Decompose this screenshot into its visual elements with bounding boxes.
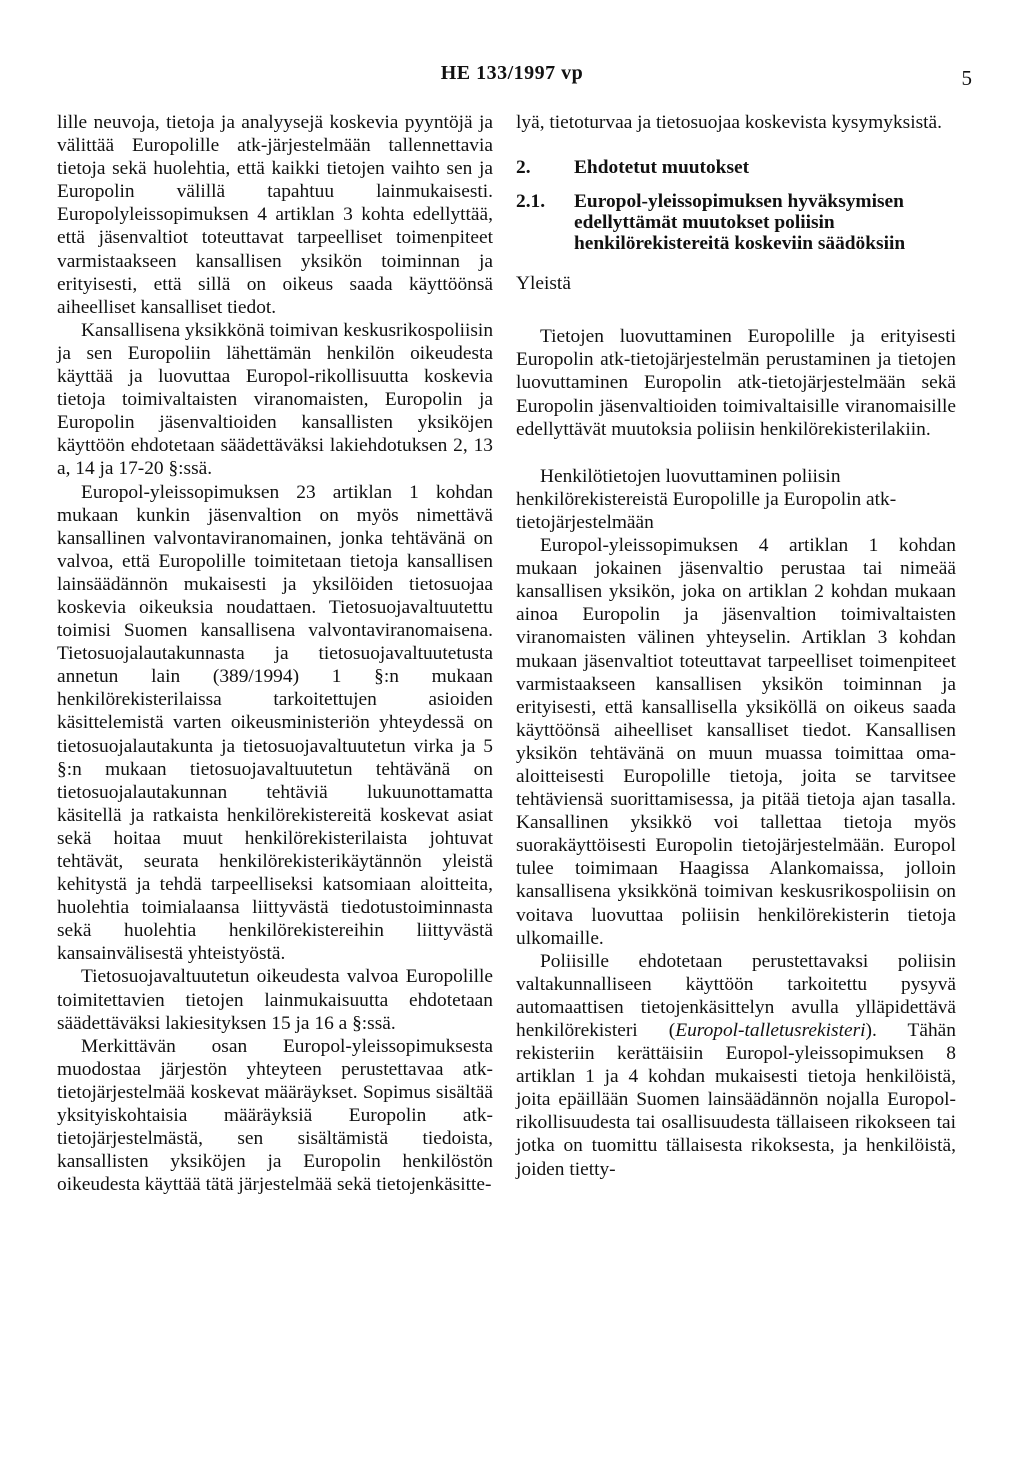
general-heading: Yleistä	[516, 273, 571, 295]
right-column	[516, 111, 956, 1181]
section-number: 2.	[516, 157, 531, 179]
body-paragraph: lille neuvoja, tietoja ja analyysejä koskevia pyyntöjä ja välittää Europolille atk-järjestelmään tallennettavia tietoja sekä huolehtia, että kaikki tietojen vaihto sen ja Europolin välillä tapahtuu lainmukaisesti. Europolyleissopimuksen 4 artiklan 3 kohta edellyttää, että jäsenvaltiot toteuttavat tarpeelliset toimenpiteet varmistaakseen kansallisen yksikön toiminnan ja erityisesti, että sillä on oikeus saada käyttöönsä aiheelliset kansalliset tiedot.	[57, 112, 493, 318]
subsection-number: 2.1.	[516, 191, 546, 213]
subsection-heading	[516, 191, 956, 254]
body-paragraph: Europol-yleissopimuksen 23 artiklan 1 kohdan mukaan kunkin jäsenvaltion on myös nimettävä kansallinen valvontaviranomainen, jonka tehtävänä on valvoa, että Europolille toimitetaan tietoja kansallisen lainsäädännön mukaisesti ja yksilöiden tietosuojaa koskevia oikeuksia noudattaen. Tietosuojavaltuutettu toimisi Suomen kansallisena valvontaviranomaisena. Tietosuojalautakunnasta ja tietosuojavaltuutetusta annetun lain (389/1994) 1 §:n mukaan henkilörekisterilaissa tarkoitettujen asioiden käsittelemistä varten oikeusministeriön yhteydessä on tietosuojalautakunta ja tietosuojavaltuutetun virka ja 5 §:n mukaan tietosuojavaltuutetun tehtävänä on tietosuojalautakunnan tehtäviä lukuunottamatta käsitellä ja ratkaista henkilörekistereitä koskevat asiat sekä hoitaa muut henkilörekisterilaista johtuvat tehtävät, seurata henkilörekisterikäytännön yleistä kehitystä ja tehdä tarpeelliseksi katsomiaan aloitteita, huolehtia toimialaansa liittyvästä tiedotustoiminnasta sekä huolehtia henkilörekistereihin liittyvästä kansainvälisestä yhteistyöstä.	[57, 481, 493, 965]
body-paragraph: Merkittävän osan Europol-yleissopimuksesta muodostaa järjestön yhteyteen perustettavaa atk-tietojärjestelmää koskevat määräykset. Sopimus sisältää yksityiskohtaisia määräyksiä Europolin atk-tietojärjestelmästä, sen sisältämistä tiedoista, kansallisten yksiköjen ja Europolin henkilöstön oikeudesta käyttää tätä järjestelmää sekä tietojenkäsitte-	[57, 1035, 493, 1196]
document-header-title: HE 133/1997 vp	[440, 62, 584, 84]
paragraph-text: Poliisille ehdotetaan perustettavaksi poliisin valtakunnalliseen käyttöön tarkoitettu pysyvä automaattisen tietojenkäsittelyn avulla ylläpidettävä henkilörekisteri (	[516, 950, 956, 1041]
body-paragraph: Tietojen luovuttaminen Europolille ja erityisesti Europolin atk-tietojärjestelmän perustaminen ja tietojen luovuttaminen Europolin atk-tietojärjestelmään sekä Europolin jäsenvaltioiden toimivaltaisille viranomaisille edellyttävät muutoksia poliisin henkilörekisterilakiin.	[516, 326, 956, 440]
paragraph-text: ). Tähän rekisteriin kerättäisiin Europol-yleissopimuksen 8 artiklan 1 ja 4 kohdan mukaisesti tietoja henkilöistä, joita epäillään Suomen lainsäädännön nojalla Europol-rikollisuudesta tai osallisuudesta tällaiseen rikokseen tai jotka on tuomittu tällaisesta rikoksesta, ja henkilöistä, joiden tietty-	[516, 1020, 956, 1180]
register-name: Europol-talletusrekisteri	[675, 1020, 866, 1041]
body-paragraph: Tietosuojavaltuutetun oikeudesta valvoa Europolille toimitettavien tietojen lainmukaisuutta ehdotetaan säädettäväksi lakiesityksen 15 ja 16 a §:ssä.	[57, 966, 493, 1034]
body-paragraph: Kansallisena yksikkönä toimivan keskusrikospoliisin ja sen Europoliin lähettämän henkilön oikeudesta käyttää ja luovuttaa Europol-rikollisuutta koskevia tietoja toimivaltaisten viranomaisten, Europolin ja Europolin jäsenvaltioiden kansallisten yksiköjen käyttöön ehdotetaan säädettäväksi lakiehdotuksen 2, 13 a, 14 ja 17-20 §:ssä.	[57, 319, 494, 480]
topic-heading: Henkilötietojen luovuttaminen poliisin henkilörekistereistä Europolille ja Europolin atk-tietojärjestelmään	[516, 465, 897, 533]
body-paragraph	[516, 950, 956, 1181]
section-heading	[516, 156, 956, 179]
left-column	[57, 111, 493, 1196]
section-title: Ehdotetut muutokset	[574, 157, 750, 179]
body-paragraph: Europol-yleissopimuksen 4 artiklan 1 kohdan mukaan jokainen jäsenvaltio perustaa tai nimeää kansallisen yksikön, joka on artiklan 2 kohdan mukaan ainoa Europolin ja jäsenvaltion toimivaltaisten viranomaisten välinen yhteyselin. Artiklan 3 kohdan mukaan jäsenvaltiot toteuttavat tarpeelliset toimenpiteet varmistaakseen kansallisen yksikön toiminnan ja erityisesti, että kansallisella yksiköllä on oikeus saada käyttöönsä aiheelliset kansalliset tiedot. Kansallisen yksikön tehtävänä on muun muassa toimittaa oma-aloitteisesti Europolille tietoja, joita se tarvitsee tehtäviensä suorittamisessa, ja pitää tietoja ajan tasalla. Kansallinen yksikkö voi tallettaa tietoja myös suorakäyttöisesti Europolin tietojärjestelmään. Europol tulee toimimaan Haagissa Alankomaissa, jolloin kansallisena yksikkönä toimivan keskusrikospoliisin on voitava luovuttaa poliisin henkilörekisterin tietoja ulkomaille.	[516, 535, 956, 949]
continuation-paragraph: lyä, tietoturvaa ja tietosuojaa koskevista kysymyksistä.	[516, 112, 942, 133]
subsection-title: Europol-yleissopimuksen hyväksymisen edellyttämät muutokset poliisin henkilörekistereitä koskeviin säädöksiin	[574, 191, 906, 255]
page-number: 5	[961, 66, 972, 90]
